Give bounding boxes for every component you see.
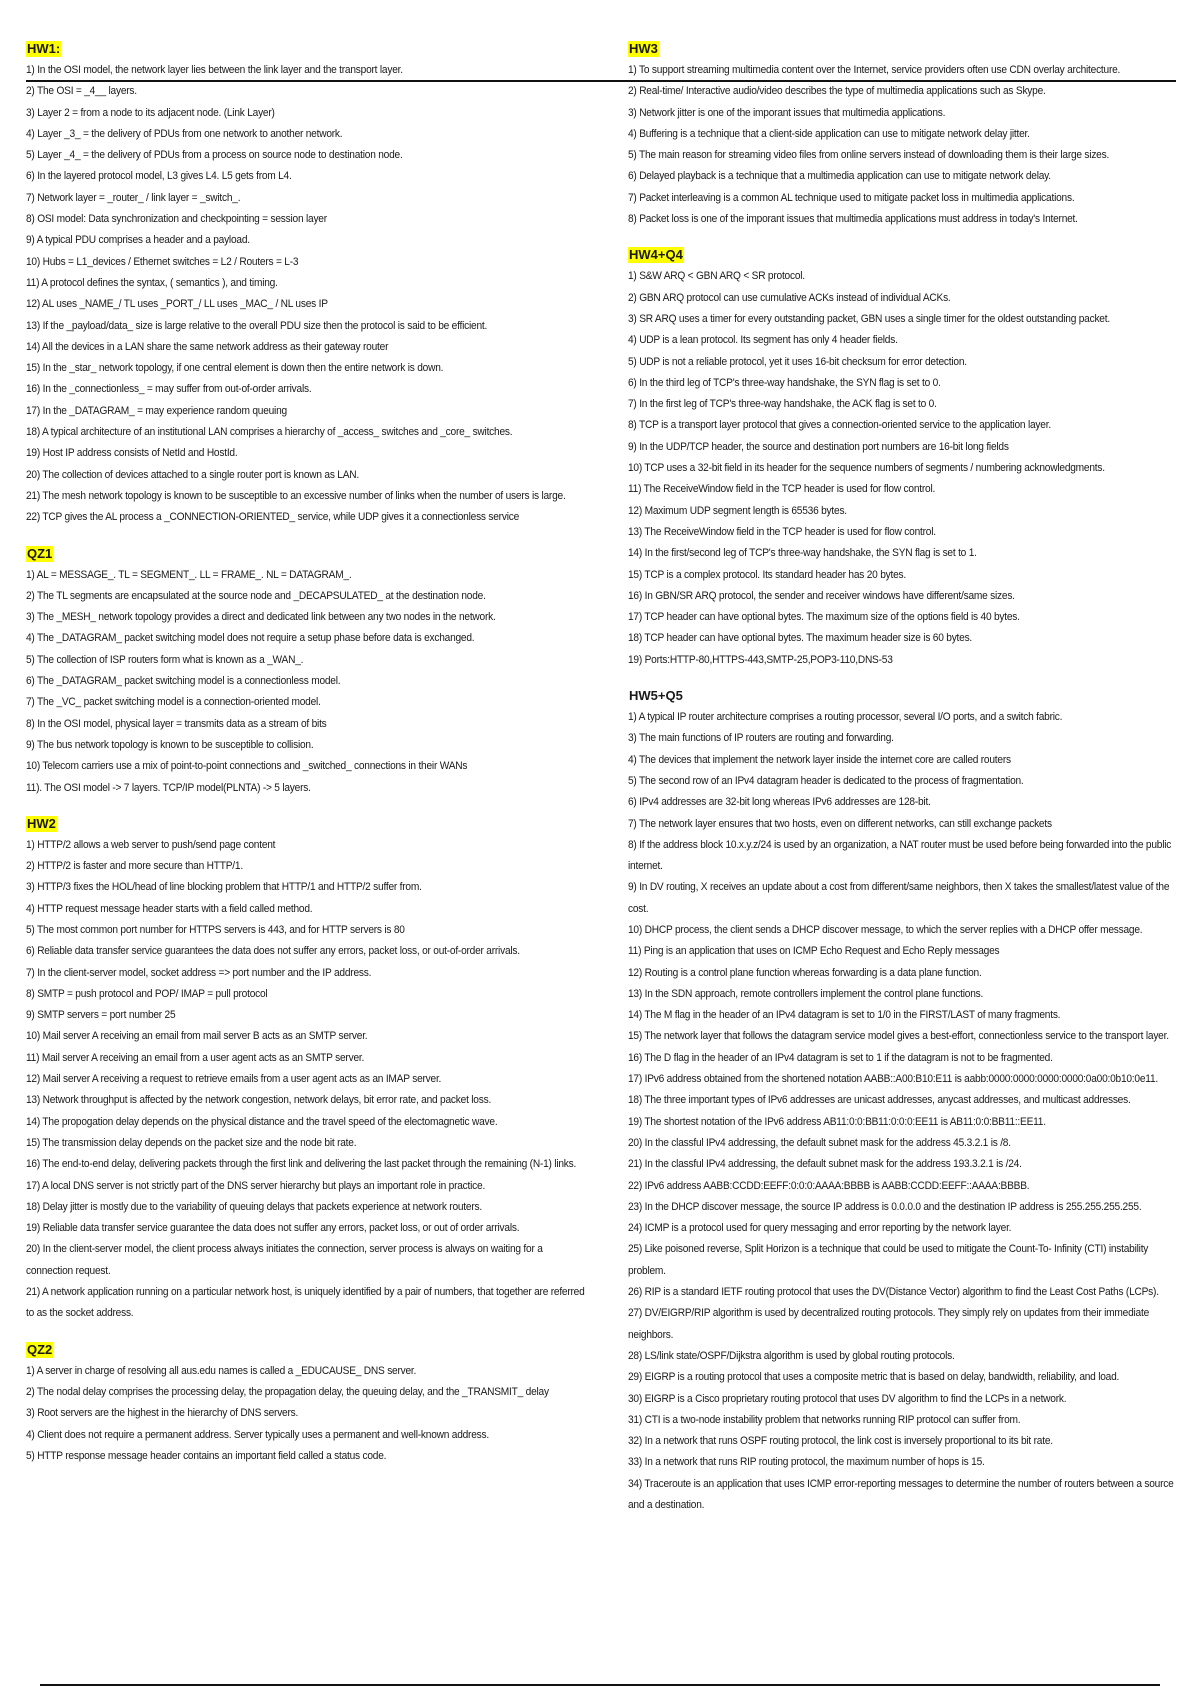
- section-body-hw5: [628, 707, 1184, 1516]
- note-line: 8) Packet loss is one of the imporant issues that multimedia applications must address in today's Internet.: [628, 213, 1078, 226]
- note-line: 22) IPv6 address AABB:CCDD:EEFF:0:0:0:AAAA:BBBB is AABB:CCDD:EEFF::AAAA:BBBB.: [628, 1179, 1030, 1192]
- note-line: 6) In the third leg of TCP's three-way handshake, the SYN flag is set to 0.: [628, 376, 941, 389]
- note-line: 27) DV/EIGRP/RIP algorithm is used by decentralized routing protocols. They simply rely on updates from their immediate neighbors.: [628, 1307, 1150, 1341]
- note-line: 5) The second row of an IPv4 datagram header is dedicated to the process of fragmentation.: [628, 774, 1024, 787]
- note-line: 11) Mail server A receiving an email from a user agent acts as an SMTP server.: [26, 1051, 365, 1064]
- note-line: 7) Packet interleaving is a common AL technique used to mitigate packet loss in multimedia applications.: [628, 191, 1075, 204]
- note-line: 16) In GBN/SR ARQ protocol, the sender and receiver windows have different/same sizes.: [628, 589, 1015, 602]
- note-line: 25) Like poisoned reverse, Split Horizon is a technique that could be used to mitigate the Count-To- Infinity (CTI) instability problem.: [628, 1243, 1149, 1277]
- note-line: 19) Host IP address consists of NetId and HostId.: [26, 447, 238, 460]
- note-line: 14) The M flag in the header of an IPv4 datagram is set to 1/0 in the FIRST/LAST of many fragments.: [628, 1009, 1061, 1022]
- note-line: 2) HTTP/2 is faster and more secure than HTTP/1.: [26, 860, 243, 873]
- note-line: 10) DHCP process, the client sends a DHCP discover message, to which the server replies with a DHCP offer message.: [628, 923, 1143, 936]
- note-line: 24) ICMP is a protocol used for query messaging and error reporting by the network layer.: [628, 1222, 1012, 1235]
- note-line: 17) In the _DATAGRAM_ = may experience random queuing: [26, 404, 287, 417]
- note-line: 5) UDP is not a reliable protocol, yet it uses 16-bit checksum for error detection.: [628, 355, 967, 368]
- note-line: 33) In a network that runs RIP routing protocol, the maximum number of hops is 15.: [628, 1456, 985, 1469]
- section-hw5: [628, 687, 1184, 1516]
- note-line: 11) Ping is an application that uses on ICMP Echo Request and Echo Reply messages: [628, 945, 1000, 958]
- note-line: 21) In the classful IPv4 addressing, the default subnet mask for the address 193.3.2.1 is /24.: [628, 1158, 1022, 1171]
- note-line: 4) The _DATAGRAM_ packet switching model does not require a setup phase before data is exchanged.: [26, 632, 475, 645]
- note-line: 4) The devices that implement the network layer inside the internet core are called routers: [628, 753, 1011, 766]
- section-title-hw1: HW1:: [27, 41, 61, 56]
- section-qz1: [26, 545, 586, 799]
- note-line: 15) TCP is a complex protocol. Its standard header has 20 bytes.: [628, 568, 906, 581]
- note-line: 11) The ReceiveWindow field in the TCP header is used for flow control.: [628, 483, 936, 496]
- note-line: 5) Layer _4_ = the delivery of PDUs from a process on source node to destination node.: [26, 149, 403, 162]
- note-line: 10) TCP uses a 32-bit field in its header for the sequence numbers of segments / numbering acknowledgments.: [628, 462, 1105, 475]
- note-line: 18) Delay jitter is mostly due to the variability of queuing delays that packets experience at network routers.: [26, 1200, 482, 1213]
- note-line: 5) The most common port number for HTTPS servers is 443, and for HTTP servers is 80: [26, 923, 405, 936]
- left-column: [26, 40, 586, 1483]
- note-line: 3) SR ARQ uses a timer for every outstanding packet, GBN uses a single timer for the oldest outstanding packet.: [628, 312, 1110, 325]
- note-line: 16) The D flag in the header of an IPv4 datagram is set to 1 if the datagram is not to be fragmented.: [628, 1051, 1053, 1064]
- note-line: 18) A typical architecture of an institutional LAN comprises a hierarchy of _access_ switches and _core_ switches.: [26, 426, 513, 439]
- note-line: 3) HTTP/3 fixes the HOL/head of line blocking problem that HTTP/1 and HTTP/2 suffer from.: [26, 881, 422, 894]
- note-line: 23) In the DHCP discover message, the source IP address is 0.0.0.0 and the destination IP address is 255.255.255.255.: [628, 1200, 1142, 1213]
- note-line: 12) Maximum UDP segment length is 65536 bytes.: [628, 504, 847, 517]
- section-body-qz1: [26, 565, 586, 799]
- section-body-hw1: [26, 60, 586, 529]
- section-title-hw4: HW4+Q4: [629, 247, 683, 263]
- note-line: 19) Reliable data transfer service guarantee the data does not suffer any errors, packet loss, or out of order arrivals.: [26, 1222, 520, 1235]
- note-line: 20) The collection of devices attached to a single router port is known as LAN.: [26, 468, 359, 481]
- note-line: 10) Mail server A receiving an email from mail server B acts as an SMTP server.: [26, 1030, 368, 1043]
- note-line: 22) TCP gives the AL process a _CONNECTION-ORIENTED_ service, while UDP gives it a connectionless service: [26, 511, 520, 524]
- section-body-qz2: [26, 1361, 586, 1467]
- note-line: 3) The _MESH_ network topology provides a direct and dedicated link between any two nodes in the network.: [26, 611, 496, 624]
- note-line: 4) Buffering is a technique that a client-side application can use to mitigate network delay jitter.: [628, 127, 1030, 140]
- note-line: 1) HTTP/2 allows a web server to push/send page content: [26, 838, 276, 851]
- note-line: 18) TCP header can have optional bytes. The maximum header size is 60 bytes.: [628, 632, 973, 645]
- note-line: 17) A local DNS server is not strictly part of the DNS server hierarchy but plays an important role in practice.: [26, 1179, 486, 1192]
- note-line: 11). The OSI model -> 7 layers. TCP/IP model(PLNTA) -> 5 layers.: [26, 781, 311, 794]
- note-line: 21) The mesh network topology is known to be susceptible to an excessive number of links when the number of users is large.: [26, 489, 566, 502]
- note-line: 4) Client does not require a permanent address. Server typically uses a permanent and well-known address.: [26, 1428, 489, 1441]
- note-line: 4) Layer _3_ = the delivery of PDUs from one network to another network.: [26, 127, 343, 140]
- note-line: 14) The propogation delay depends on the physical distance and the travel speed of the electomagnetic wave.: [26, 1115, 498, 1128]
- note-line: 4) UDP is a lean protocol. Its segment has only 4 header fields.: [628, 334, 898, 347]
- note-line: 1) In the OSI model, the network layer lies between the link layer and the transport layer.: [26, 64, 403, 76]
- section-title-qz2: QZ2: [27, 1341, 53, 1357]
- note-line: 3) Root servers are the highest in the hierarchy of DNS servers.: [26, 1407, 299, 1420]
- note-line: 20) In the client-server model, the client process always initiates the connection, server process is always on waiting for a connection request.: [26, 1243, 543, 1277]
- note-line: 8) If the address block 10.x.y.z/24 is used by an organization, a NAT router must be used before being forwarded into the public internet.: [628, 838, 1172, 873]
- note-line: 10) Telecom carriers use a mix of point-to-point connections and _switched_ connections in their WANs: [26, 760, 468, 773]
- note-line: 1) To support streaming multimedia content over the Internet, service providers often use CDN overlay architecture.: [628, 64, 1121, 76]
- note-line: 1) A server in charge of resolving all aus.edu names is called a _EDUCAUSE_ DNS server.: [26, 1364, 417, 1377]
- note-line: 1) A typical IP router architecture comprises a routing processor, several I/O ports, and a switch fabric.: [628, 711, 1063, 724]
- note-line: 1) AL = MESSAGE_. TL = SEGMENT_. LL = FRAME_. NL = DATAGRAM_.: [26, 568, 352, 581]
- note-line: 9) In the UDP/TCP header, the source and destination port numbers are 16-bit long fields: [628, 440, 1009, 453]
- section-hw2: [26, 815, 586, 1325]
- bottom-horizontal-rule: [40, 1684, 1160, 1686]
- note-line: 13) In the SDN approach, remote controllers implement the control plane functions.: [628, 987, 984, 1000]
- note-line: 15) The transmission delay depends on the packet size and the node bit rate.: [26, 1136, 357, 1149]
- note-line: 7) In the first leg of TCP's three-way handshake, the ACK flag is set to 0.: [628, 398, 937, 411]
- note-line: 26) RIP is a standard IETF routing protocol that uses the DV(Distance Vector) algorithm to find the Least Cost Paths (LCPs).: [628, 1286, 1159, 1299]
- note-line: 1) S&W ARQ < GBN ARQ < SR protocol.: [628, 270, 805, 283]
- section-qz2: [26, 1341, 586, 1467]
- note-line: 8) TCP is a transport layer protocol that gives a connection-oriented service to the application layer.: [628, 419, 1051, 432]
- note-line: 7) In the client-server model, socket address => port number and the IP address.: [26, 966, 372, 979]
- note-line: 13) If the _payload/data_ size is large relative to the overall PDU size then the protocol is said to be efficient.: [26, 319, 488, 332]
- note-line: 8) OSI model: Data synchronization and checkpointing = session layer: [26, 213, 327, 226]
- section-body-hw4: [628, 266, 1184, 671]
- note-line: 2) GBN ARQ protocol can use cumulative ACKs instead of individual ACKs.: [628, 291, 951, 304]
- note-line: 17) IPv6 address obtained from the shortened notation AABB::A00:B10:E11 is aabb:0000:0000:0000:0000:0a00:0b10:0e11.: [628, 1073, 1158, 1086]
- note-line: 6) Delayed playback is a technique that a multimedia application can use to mitigate network delay.: [628, 170, 1051, 183]
- section-body-hw3: [628, 60, 1184, 230]
- note-line: 3) The main functions of IP routers are routing and forwarding.: [628, 732, 894, 745]
- note-line: 2) The TL segments are encapsulated at the source node and _DECAPSULATED_ at the destination node.: [26, 589, 486, 602]
- note-line: 5) The collection of ISP routers form what is known as a _WAN_.: [26, 653, 304, 666]
- note-line: 5) The main reason for streaming video files from online servers instead of downloading them is their large sizes.: [628, 149, 1110, 162]
- section-title-hw5: HW5+Q5: [629, 688, 683, 704]
- section-hw1: [26, 40, 586, 529]
- section-body-hw2: [26, 835, 586, 1325]
- note-line: 11) A protocol defines the syntax, ( semantics ), and timing.: [26, 276, 278, 289]
- section-title-hw2: HW2: [27, 815, 56, 831]
- note-line: 13) The ReceiveWindow field in the TCP header is used for flow control.: [628, 525, 936, 538]
- note-line: 16) In the _connectionless_ = may suffer from out-of-order arrivals.: [26, 383, 312, 396]
- note-line: 6) Reliable data transfer service guarantees the data does not suffer any errors, packet loss, or out-of-order arrivals.: [26, 945, 520, 958]
- note-line: 29) EIGRP is a routing protocol that uses a composite metric that is based on delay, bandwidth, reliability, and load.: [628, 1371, 1120, 1384]
- note-line: 9) A typical PDU comprises a header and a payload.: [26, 234, 250, 247]
- section-title-qz1: QZ1: [27, 545, 53, 561]
- note-line: 14) All the devices in a LAN share the same network address as their gateway router: [26, 340, 389, 353]
- note-line: 9) In DV routing, X receives an update about a cost from different/same neighbors, then X takes the smallest/latest value of the cost.: [628, 881, 1170, 915]
- note-line: 10) Hubs = L1_devices / Ethernet switches = L2 / Routers = L-3: [26, 255, 299, 268]
- note-line: 20) In the classful IPv4 addressing, the default subnet mask for the address 45.3.2.1 is /8.: [628, 1136, 1011, 1149]
- note-line: 2) The nodal delay comprises the processing delay, the propagation delay, the queuing delay, and the _TRANSMIT_ delay: [26, 1385, 549, 1398]
- note-line: 13) Network throughput is affected by the network congestion, network delays, bit error rate, and packet loss.: [26, 1094, 492, 1107]
- note-line: 31) CTI is a two-node instability problem that networks running RIP protocol can suffer from.: [628, 1413, 1021, 1426]
- section-hw4: [628, 246, 1184, 671]
- note-line: 21) A network application running on a particular network host, is uniquely identified by a pair of numbers, that together are referred to as the socket address.: [26, 1286, 585, 1320]
- note-line: 15) In the _star_ network topology, if one central element is down then the entire network is down.: [26, 362, 444, 375]
- note-line: 7) The network layer ensures that two hosts, even on different networks, can still exchange packets: [628, 817, 1052, 830]
- note-line: 6) The _DATAGRAM_ packet switching model is a connectionless model.: [26, 675, 341, 688]
- note-line: 19) The shortest notation of the IPv6 address AB11:0:0:BB11:0:0:0:EE11 is AB11:0:0:BB11::EE11.: [628, 1115, 1046, 1128]
- note-line: 14) In the first/second leg of TCP's three-way handshake, the SYN flag is set to 1.: [628, 547, 977, 560]
- note-line: 8) SMTP = push protocol and POP/ IMAP = pull protocol: [26, 987, 268, 1000]
- note-line: 9) SMTP servers = port number 25: [26, 1009, 176, 1022]
- note-line: 28) LS/link state/OSPF/Dijkstra algorithm is used by global routing protocols.: [628, 1349, 955, 1362]
- note-line: 18) The three important types of IPv6 addresses are unicast addresses, anycast addresses, and multicast addresses.: [628, 1094, 1131, 1107]
- note-line: 9) The bus network topology is known to be susceptible to collision.: [26, 738, 314, 751]
- note-line: 6) IPv4 addresses are 32-bit long whereas IPv6 addresses are 128-bit.: [628, 796, 931, 809]
- right-column: [628, 40, 1184, 1532]
- note-line: 7) Network layer = _router_ / link layer = _switch_.: [26, 191, 241, 204]
- note-line: 30) EIGRP is a Cisco proprietary routing protocol that uses DV algorithm to find the LCPs in a network.: [628, 1392, 1067, 1405]
- note-line: 12) AL uses _NAME_/ TL uses _PORT_/ LL uses _MAC_ / NL uses IP: [26, 298, 328, 311]
- note-line: 17) TCP header can have optional bytes. The maximum size of the options field is 40 bytes.: [628, 611, 1020, 624]
- note-line: 32) In a network that runs OSPF routing protocol, the link cost is inversely proportional to its bit rate.: [628, 1435, 1053, 1448]
- section-hw3: [628, 40, 1184, 230]
- note-line: 16) The end-to-end delay, delivering packets through the first link and delivering the last packet through the remaining (N-1) links.: [26, 1158, 577, 1171]
- note-line: 12) Routing is a control plane function whereas forwarding is a data plane function.: [628, 966, 982, 979]
- note-line: 6) In the layered protocol model, L3 gives L4. L5 gets from L4.: [26, 170, 292, 183]
- note-line: 3) Network jitter is one of the imporant issues that multimedia applications.: [628, 106, 946, 119]
- note-line: 5) HTTP response message header contains an important field called a status code.: [26, 1449, 387, 1462]
- note-line: 2) The OSI = _4__ layers.: [26, 85, 137, 98]
- note-line: 15) The network layer that follows the datagram service model gives a best-effort, connectionless service to the transport layer.: [628, 1030, 1169, 1043]
- note-line: 34) Traceroute is an application that uses ICMP error-reporting messages to determine the number of routers between a source and a destination.: [628, 1477, 1174, 1511]
- note-line: 3) Layer 2 = from a node to its adjacent node. (Link Layer): [26, 106, 275, 119]
- note-line: 2) Real-time/ Interactive audio/video describes the type of multimedia applications such as Skype.: [628, 85, 1046, 98]
- section-title-hw3: HW3: [629, 41, 658, 56]
- note-line: 7) The _VC_ packet switching model is a connection-oriented model.: [26, 696, 321, 709]
- note-line: 19) Ports:HTTP-80,HTTPS-443,SMTP-25,POP3-110,DNS-53: [628, 653, 893, 666]
- note-line: 8) In the OSI model, physical layer = transmits data as a stream of bits: [26, 717, 327, 730]
- note-line: 12) Mail server A receiving a request to retrieve emails from a user agent acts as an IMAP server.: [26, 1073, 442, 1086]
- note-line: 4) HTTP request message header starts with a field called method.: [26, 902, 313, 915]
